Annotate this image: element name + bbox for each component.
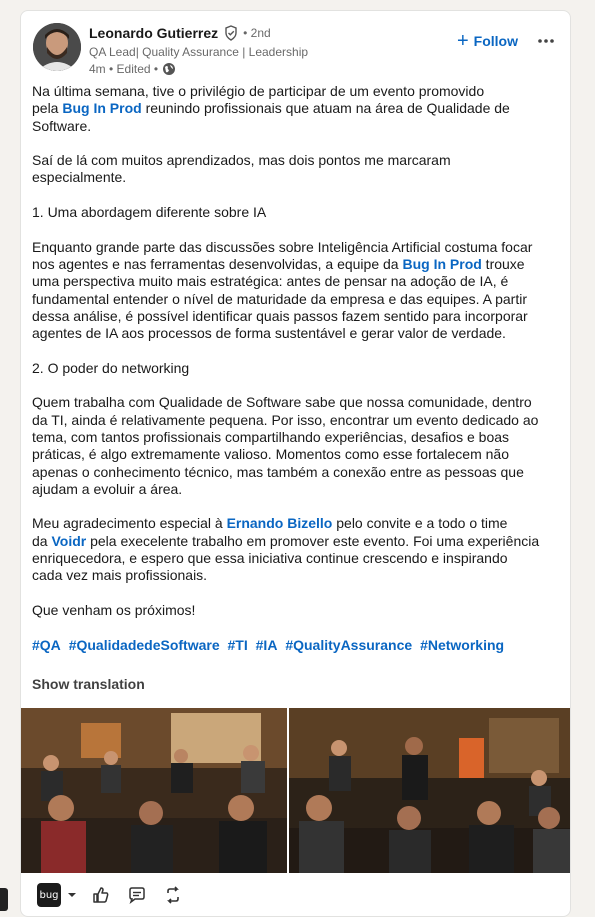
feed-post-card — [20, 10, 571, 917]
author-name[interactable]: Leonardo Gutierrez — [89, 25, 219, 41]
text-span: Meu agradecimento especial à — [32, 515, 227, 532]
text-span: trouxe — [481, 255, 525, 272]
text-span: reunindo profissionais que atuam na área de Qualidade de — [141, 100, 510, 117]
company-avatar[interactable]: bug — [37, 883, 61, 907]
text-line: agentes de IA aos processos de forma sustentável e gerar valor de verdade. — [32, 325, 506, 342]
text-line: Que venham os próximos! — [32, 601, 196, 618]
author-avatar[interactable] — [33, 23, 81, 71]
post-header — [33, 23, 558, 75]
post-body — [32, 83, 554, 654]
author-headline: QA Lead| Quality Assurance | Leadership — [89, 45, 309, 59]
social-actions-bar — [37, 879, 199, 911]
like-icon[interactable] — [91, 885, 111, 905]
chevron-down-icon[interactable] — [67, 890, 77, 900]
text-line — [32, 100, 554, 117]
hashtag-qualityassurance[interactable]: #QualityAssurance — [285, 636, 413, 653]
hashtags — [32, 637, 554, 654]
text-line: Saí de lá com muitos aprendizados, mas dois pontos me marcaram — [32, 152, 451, 169]
event-photo-1[interactable] — [21, 708, 287, 873]
text-span: pela execelente trabalho em promover este evento. Foi uma experiência — [86, 532, 540, 549]
mention-voidr[interactable]: Voidr — [51, 532, 87, 549]
repost-icon[interactable] — [163, 885, 183, 905]
comment-icon[interactable] — [127, 885, 147, 905]
text-line: apenas o conhecimento técnico, mas também a conexão entre as pessoas que — [32, 463, 524, 480]
text-span: pelo convite e a todo o time — [332, 515, 508, 532]
text-line: 1. Uma abordagem diferente sobre IA — [32, 204, 267, 221]
text-line: práticas, é algo extremamente valioso. Momentos como esse fortalecem não — [32, 446, 510, 463]
text-line: 2. O poder do networking — [32, 359, 190, 376]
post-time: 4m • Edited • — [89, 62, 159, 76]
text-line: da TI, ainda é relativamente pequena. Por isso, encontrar um evento dedicado ao — [32, 411, 539, 428]
mention-bug-in-prod-2[interactable]: Bug In Prod — [402, 255, 482, 272]
hashtag-ti[interactable]: #TI — [227, 636, 248, 653]
hashtag-networking[interactable]: #Networking — [420, 636, 505, 653]
text-line: enriquecedora, e espero que essa iniciativa continue crescendo e inspirando — [32, 550, 508, 567]
text-line: Software. — [32, 117, 92, 134]
follow-button[interactable] — [456, 30, 518, 52]
text-span: nos agentes e nas ferramentas desenvolvidas, a equipe da — [32, 255, 403, 272]
text-line: tema, com tantos profissionais compartilhando experiências, desafios e boas — [32, 428, 510, 445]
text-line — [32, 515, 554, 532]
text-line — [32, 533, 554, 550]
plus-icon: + — [456, 30, 469, 52]
mention-bug-in-prod[interactable]: Bug In Prod — [62, 100, 142, 117]
text-line — [32, 256, 554, 273]
event-photo-2[interactable] — [289, 708, 570, 873]
sidebar-fragment — [0, 888, 8, 911]
text-line: Na última semana, tive o privilégio de participar de um evento promovido — [32, 83, 485, 99]
follow-label: Follow — [473, 33, 518, 49]
hashtag-qa[interactable]: #QA — [32, 636, 61, 653]
verified-icon — [223, 25, 239, 41]
text-line: fundamental entender o nível de maturidade da empresa e das equipes. A partir — [32, 290, 527, 307]
show-translation-button[interactable]: Show translation — [32, 676, 145, 692]
text-line: dessa análise, é possível identificar quais passos fazem sentido para incorporar — [32, 307, 528, 324]
text-line: cada vez mais profissionais. — [32, 567, 208, 584]
text-line: Enquanto grande parte das discussões sobre Inteligência Artificial costuma focar — [32, 238, 533, 255]
text-span: pela — [32, 100, 63, 117]
connection-degree: • 2nd — [243, 26, 271, 40]
text-span: da — [32, 532, 52, 549]
more-options-icon[interactable] — [536, 31, 556, 56]
globe-icon — [162, 62, 176, 76]
text-line: uma perspectiva muito mais estratégica: antes de pensar na adoção de IA, é — [32, 273, 509, 290]
hashtag-ia[interactable]: #IA — [255, 636, 278, 653]
text-line: especialmente. — [32, 169, 127, 186]
mention-ernando-bizello[interactable]: Ernando Bizello — [226, 515, 333, 532]
text-line: ajudam a evoluir a área. — [32, 480, 183, 497]
post-images — [21, 708, 570, 873]
hashtag-qualidadedesoftware[interactable]: #QualidadedeSoftware — [68, 636, 220, 653]
text-line: Quem trabalha com Qualidade de Software sabe que nossa comunidade, dentro — [32, 394, 532, 411]
